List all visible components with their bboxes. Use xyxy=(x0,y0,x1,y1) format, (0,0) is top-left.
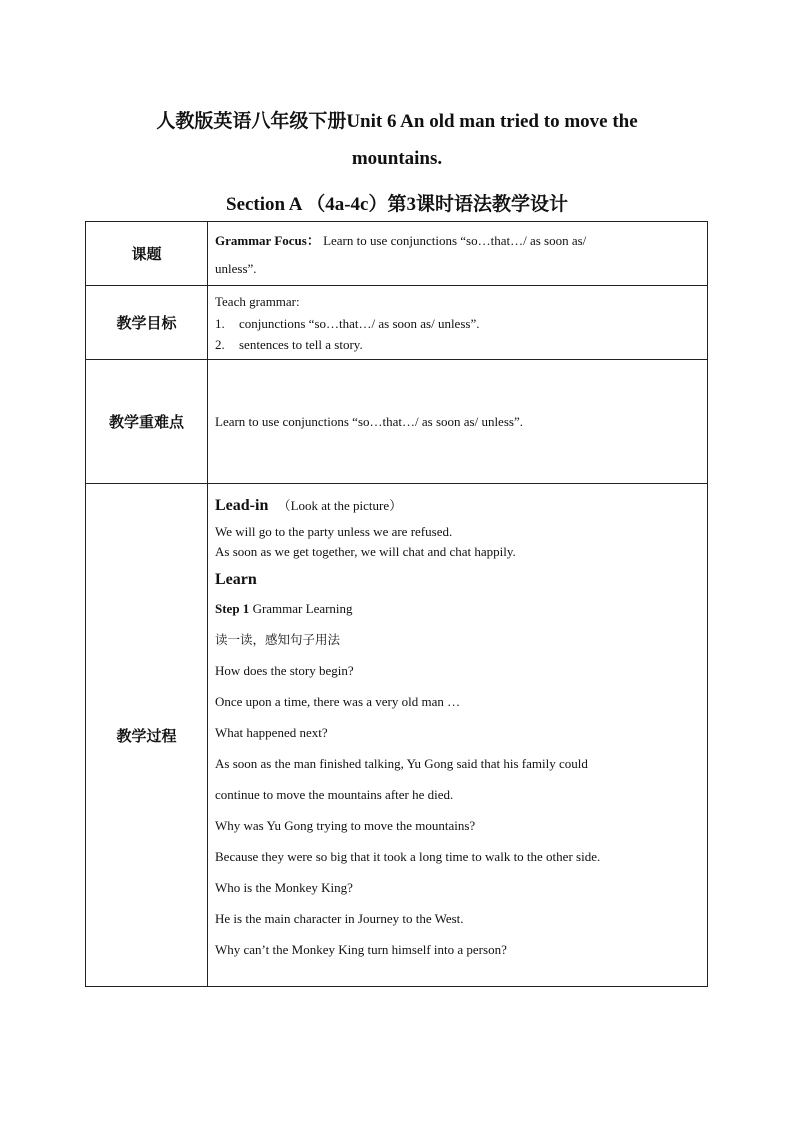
process-content xyxy=(208,484,708,987)
grammar-focus-label: Grammar Focus： xyxy=(215,233,320,248)
lead-in-line: As soon as we get together, we will chat and chat happily. xyxy=(215,544,516,559)
row-key-points xyxy=(86,360,708,484)
objective-item xyxy=(215,315,701,333)
objective-text: sentences to tell a story. xyxy=(239,337,363,352)
objective-item xyxy=(215,336,701,354)
lead-in-note: （Look at the picture） xyxy=(277,498,403,513)
story-line: Why was Yu Gong trying to move the mountains? xyxy=(215,818,476,833)
story-line: What happened next? xyxy=(215,725,328,740)
story-line: He is the main character in Journey to the West. xyxy=(215,911,464,926)
grammar-focus-text: Learn to use conjunctions “so…that…/ as soon as/ xyxy=(323,233,587,248)
objective-number: 1. xyxy=(215,316,225,331)
story-line: How does the story begin? xyxy=(215,663,354,678)
grammar-focus-text-cont: unless”. xyxy=(215,261,257,276)
step-label: Step 1 xyxy=(215,601,250,616)
story-line: As soon as the man finished talking, Yu Gong said that his family could xyxy=(215,756,588,771)
header-topic: 课题 xyxy=(86,222,208,286)
learn-heading: Learn xyxy=(215,571,257,588)
row-objectives xyxy=(86,286,708,360)
lesson-plan-table xyxy=(85,221,708,987)
objective-text: conjunctions “so…that…/ as soon as/ unless”. xyxy=(239,316,480,331)
topic-content xyxy=(208,222,708,286)
step-text: Grammar Learning xyxy=(252,601,353,616)
story-line: Once upon a time, there was a very old man … xyxy=(215,694,461,709)
lead-in-line: We will go to the party unless we are refused. xyxy=(215,524,453,539)
document-title-line-3: Section A （4a-4c）第3课时语法教学设计 xyxy=(226,194,568,215)
header-objectives: 教学目标 xyxy=(86,286,208,360)
document-title-line-2: mountains. xyxy=(351,148,443,169)
lead-in-heading: Lead-in xyxy=(215,497,269,514)
header-process: 教学过程 xyxy=(86,484,208,987)
story-line: Why can’t the Monkey King turn himself into a person? xyxy=(215,942,507,957)
chinese-instruction: 读一读，感知句子用法 xyxy=(215,632,341,647)
objectives-content xyxy=(208,286,708,360)
document-title-line-1: 人教版英语八年级下册Unit 6 An old man tried to move the xyxy=(156,111,638,132)
header-key-points: 教学重难点 xyxy=(86,360,208,484)
story-line: continue to move the mountains after he died. xyxy=(215,787,454,802)
objective-number: 2. xyxy=(215,337,225,352)
row-topic xyxy=(86,222,708,286)
story-line: Because they were so big that it took a long time to walk to the other side. xyxy=(215,849,601,864)
key-points-text: Learn to use conjunctions “so…that…/ as soon as/ unless”. xyxy=(215,413,523,429)
objectives-intro: Teach grammar: xyxy=(215,294,300,309)
story-line: Who is the Monkey King? xyxy=(215,880,353,895)
row-process xyxy=(86,484,708,987)
key-points-content xyxy=(208,360,708,484)
